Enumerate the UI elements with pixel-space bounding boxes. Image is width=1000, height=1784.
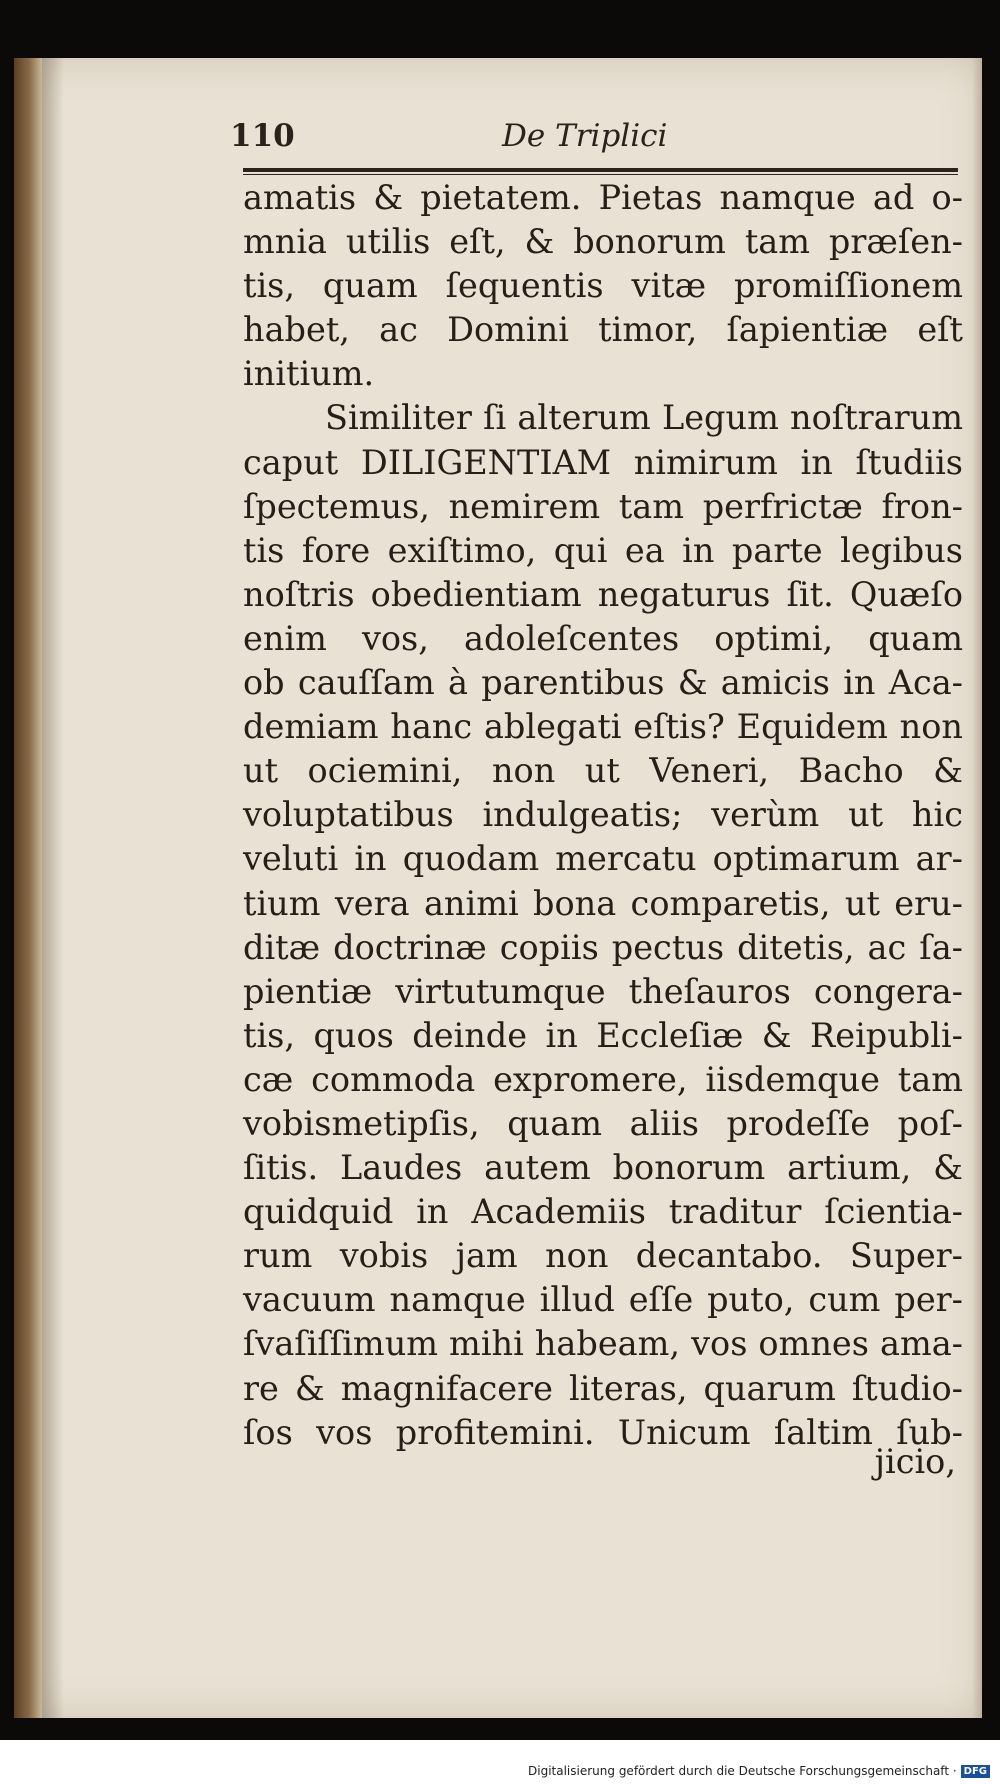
header-rule [243,168,958,175]
text-line: enim vos, adoleſcentes optimi, quam [243,618,963,658]
running-title: De Triplici [502,118,668,154]
page-gutter-shadow [42,58,64,1718]
page-number: 110 [230,118,295,154]
text-line: rum vobis jam non decantabo. Super- [243,1236,963,1276]
digitization-credit [528,1764,990,1778]
text-line: mnia utilis eſt, & bonorum tam præſen- [243,222,963,262]
text-line: voluptatibus indulgeatis; verùm ut hic [243,795,963,835]
text-line: tium vera animi bona comparetis, ut eru- [243,883,963,923]
body-text [243,176,963,1455]
text-line: habet, ac Domini timor, ſapientiæ eſt [243,310,963,350]
text-line: tis, quos deinde in Eccleſiæ & Reipubli- [243,1015,963,1055]
catchword: jicio, [874,1442,956,1481]
text-line: ſpectemus, nemirem tam perfrictæ fron- [243,486,963,526]
text-line: vacuum namque illud eſſe puto, cum per- [243,1280,963,1320]
page-header [230,118,960,160]
book-spine [14,58,42,1718]
text-line: pientiæ virtutumque theſauros congera- [243,971,963,1011]
text-line: cæ commoda expromere, iisdemque tam [243,1059,963,1099]
text-line: ob cauſſam à parentibus & amicis in Aca- [243,663,963,703]
text-line: tis fore exiſtimo, qui ea in parte legibus [243,530,963,570]
text-line: Similiter ſi alterum Legum noſtrarum [325,398,963,438]
text-line: re & magnifacere literas, quarum ſtudio- [243,1368,963,1408]
text-line: ut ociemini, non ut Veneri, Bacho & [243,751,963,791]
text-line: noſtris obedientiam negaturus ſit. Quæſo [243,574,963,614]
text-line: vobismetipſis, quam aliis prodeſſe poſ- [243,1103,963,1143]
text-line: initium. [243,354,375,394]
text-line: caput DILIGENTIAM nimirum in ſtudiis [243,442,963,482]
text-line: demiam hanc ablegati eſtis? Equidem non [243,707,963,747]
text-line: tis, quam ſequentis vitæ promiſſionem [243,266,963,306]
text-line: ſos vos profitemini. Unicum ſaltim ſub- [243,1412,963,1452]
credit-text: Digitalisierung gefördert durch die Deutsche Forschungsgemeinschaft · [528,1764,957,1778]
text-line: amatis & pietatem. Pietas namque ad o- [243,178,963,217]
dfg-logo: DFG [961,1765,990,1778]
text-line: ditæ doctrinæ copiis pectus ditetis, ac ſa- [243,927,963,967]
text-line: veluti in quodam mercatu optimarum ar- [243,839,963,879]
text-line: quidquid in Academiis traditur ſcientia- [243,1192,963,1232]
text-line: ſitis. Laudes autem bonorum artium, & [243,1148,963,1188]
text-line: ſvaſiſſimum mihi habeam, vos omnes ama- [243,1324,963,1364]
page-edge [972,58,982,1718]
